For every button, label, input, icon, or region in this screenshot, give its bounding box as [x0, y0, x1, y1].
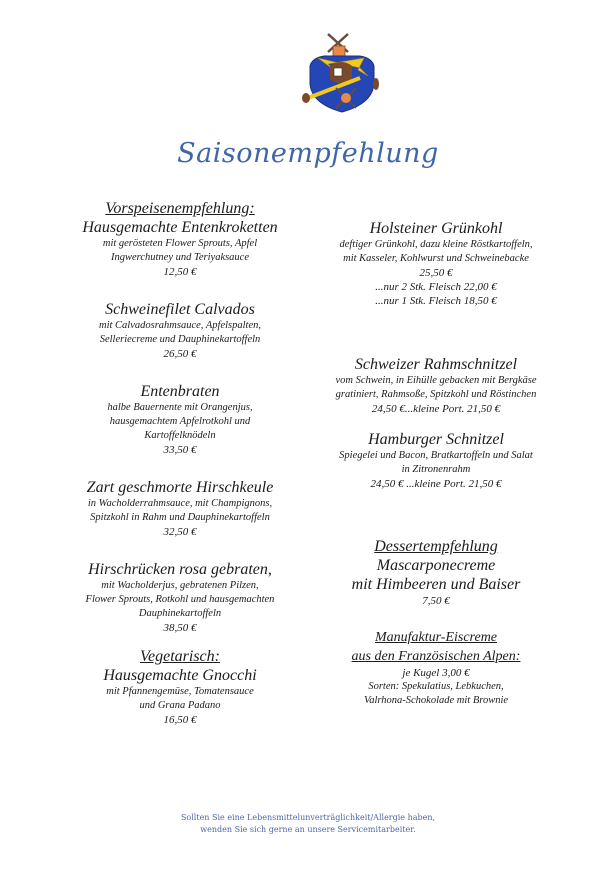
dish-description: halbe Bauernente mit Orangenjus,	[107, 402, 253, 413]
right-column	[322, 219, 550, 729]
dish-price: 38,50 €	[163, 622, 197, 634]
dish-description: Dauphinekartoffeln	[138, 608, 222, 619]
dish-description: Selleriecreme und Dauphinekartoffeln	[99, 334, 261, 345]
dish-description: mit Pfannengemüse, Tomatensauce	[106, 686, 254, 697]
section-heading-vegetarian: Vegetarisch:	[140, 648, 220, 665]
left-column	[70, 199, 290, 748]
dish-description: Spiegelei und Bacon, Bratkartoffeln und Salat	[339, 450, 533, 461]
section-heading-starter: Vorspeisenempfehlung:	[105, 200, 255, 217]
dessert-name: Mascarponecreme	[376, 557, 496, 574]
dish-price-variant: ...nur 2 Stk. Fleisch 22,00 €	[375, 281, 497, 293]
dish-description: Flower Sprouts, Rotkohl und hausgemachten	[85, 594, 275, 605]
dish-description: mit Kasseler, Kohlwurst und Schweinebacke	[343, 253, 529, 264]
icecream-heading: aus den Französischen Alpen:	[351, 649, 521, 664]
dish-name: Entenbraten	[140, 383, 220, 400]
dish-description: mit Calvadosrahmsauce, Apfelspalten,	[99, 320, 261, 331]
dish-description: in Zitronenrahm	[401, 464, 471, 475]
dish-description: mit gerösteten Flower Sprouts, Apfel	[102, 238, 258, 249]
menu-item	[70, 300, 290, 361]
crest-logo	[300, 28, 382, 114]
section-heading-dessert: Dessertempfehlung	[374, 538, 498, 555]
icecream-flavors: Sorten: Spekulatius, Lebkuchen,	[368, 681, 504, 692]
dish-description: hausgemachtem Apfelrotkohl und	[109, 416, 251, 427]
allergy-notice	[0, 812, 616, 836]
allergy-notice-line: wenden Sie sich gerne an unsere Servicemitarbeiter.	[200, 825, 416, 834]
dish-name: Hausgemachte Entenkroketten	[82, 219, 278, 236]
dish-description: Ingwerchutney und Teriyaksauce	[110, 252, 250, 263]
dish-price: 7,50 €	[422, 595, 450, 607]
dish-price: 12,50 €	[163, 266, 197, 278]
dish-price: 26,50 €	[163, 348, 197, 360]
dish-name: Schweizer Rahmschnitzel	[354, 356, 518, 373]
icecream-flavors: Valrhona-Schokolade mit Brownie	[363, 695, 509, 706]
dish-description: vom Schwein, in Eihülle gebacken mit Bergkäse	[335, 375, 537, 386]
menu-item	[70, 478, 290, 539]
icecream-price: je Kugel 3,00 €	[402, 667, 470, 679]
dish-price: 24,50 €...kleine Port. 21,50 €	[371, 403, 501, 415]
menu-item	[322, 556, 550, 608]
dish-name: Schweinefilet Calvados	[105, 301, 255, 318]
allergy-notice-line: Sollten Sie eine Lebensmittelunverträglichkeit/Allergie haben,	[180, 813, 436, 822]
menu-item	[70, 382, 290, 457]
windmill-icon	[328, 34, 348, 58]
menu-item	[70, 560, 290, 635]
menu-item	[322, 355, 550, 416]
dish-price: 32,50 €	[163, 526, 197, 538]
dish-description: Kartoffelknödeln	[144, 430, 216, 441]
dish-price-variant: ...nur 1 Stk. Fleisch 18,50 €	[375, 295, 497, 307]
menu-item	[322, 219, 550, 308]
dish-price: 24,50 € ...kleine Port. 21,50 €	[370, 478, 502, 490]
dessert-name: mit Himbeeren und Baiser	[351, 576, 521, 593]
dish-description: und Grana Padano	[139, 700, 221, 711]
dish-description: gratiniert, Rahmsoße, Spitzkohl und Röstinchen	[335, 389, 537, 400]
dish-name: Hamburger Schnitzel	[368, 431, 504, 448]
menu-item	[70, 218, 290, 279]
dish-price: 25,50 €	[419, 267, 453, 279]
dish-name: Holsteiner Grünkohl	[369, 220, 503, 237]
dish-description: in Wacholderrahmsauce, mit Champignons,	[87, 498, 273, 509]
dish-description: deftiger Grünkohl, dazu kleine Röstkartoffeln,	[339, 239, 533, 250]
dish-price: 33,50 €	[163, 444, 197, 456]
dish-name: Zart geschmorte Hirschkeule	[86, 479, 274, 496]
dish-name: Hirschrücken rosa gebraten,	[88, 561, 272, 578]
icecream-heading: Manufaktur-Eiscreme	[374, 630, 498, 645]
menu-item	[322, 430, 550, 491]
dish-description: Spitzkohl in Rahm und Dauphinekartoffeln	[90, 512, 270, 523]
dish-name: Hausgemachte Gnocchi	[103, 667, 257, 684]
page-title: Saisonempfehlung	[177, 138, 439, 169]
menu-item	[70, 666, 290, 727]
icecream-block	[322, 628, 550, 708]
dish-price: 16,50 €	[163, 714, 197, 726]
dish-description: mit Wacholderjus, gebratenen Pilzen,	[101, 580, 259, 591]
